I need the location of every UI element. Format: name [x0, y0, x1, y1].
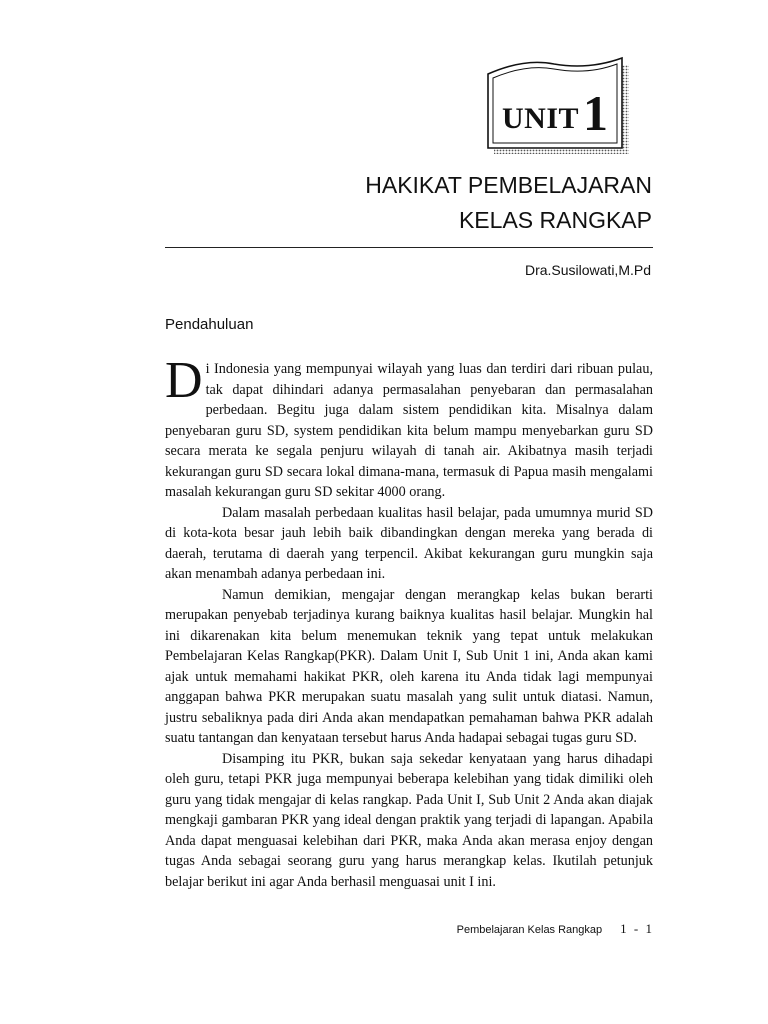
- body-text: [165, 352, 653, 892]
- intro-paragraph-text: i Indonesia yang mempunyai wilayah yang luas dan terdiri dari ribuan pulau, tak dapat dihindari adanya permasalahan penyebaran dan permasalahan perbedaan. Begitu juga dalam sistem pendidikan kita. Misalnya dalam penyebaran guru SD, system pendidikan kita belum mampu menyebarkan guru SD secara merata ke segala penjuru wilayah di tanah air. Akibatnya masih terjadi kekurangan guru SD secara lokal dimana-mana, termasuk di Papua masih mengalami masalah kekurangan guru SD sekitar 4000 orang.: [165, 361, 653, 500]
- drop-cap: D: [165, 352, 203, 409]
- chapter-title-line-2: KELAS RANGKAP: [458, 207, 652, 233]
- author-name: Dra.Susilowati,M.Pd: [524, 262, 651, 278]
- footer-running-title: Pembelajaran Kelas Rangkap: [456, 924, 603, 936]
- unit-word: UNIT: [502, 102, 580, 135]
- paragraph-2: Dalam masalah perbedaan kualitas hasil belajar, pada umumnya murid SD di kota-kota besar jauh lebih baik dibandingkan dengan mereka yang berada di daerah, terutama di daerah yang terpencil. Akibat kekurangan guru mungkin saja akan menambah adanya perbedaan ini.: [165, 504, 653, 582]
- chapter-title-line-1: HAKIKAT PEMBELAJARAN: [365, 172, 652, 198]
- unit-number: 1: [583, 85, 609, 141]
- section-heading: Pendahuluan: [165, 316, 254, 333]
- unit-badge: [484, 56, 632, 156]
- chapter-title: [192, 168, 652, 238]
- title-divider: [165, 247, 653, 248]
- page-number: 1 - 1: [620, 921, 654, 936]
- paragraph-4: Disamping itu PKR, bukan saja sekedar kenyataan yang harus dihadapi oleh guru, tetapi PKR juga mempunyai beberapa kelebihan yang tidak dimiliki oleh guru yang tidak mengajar di kelas rangkap. Pada Unit I, Sub Unit 2 Anda akan diajak mengkaji gambaran PKR yang ideal dengan praktik yang terjadi di lapangan. Apabila Anda dapat menguasai kelebihan dari PKR, maka Anda akan merasa enjoy dengan tugas Anda sebagai seorang guru yang harus merangkap kelas. Ikutilah petunjuk belajar berikut ini agar Anda berhasil menguasai unit I ini.: [165, 750, 653, 890]
- intro-paragraph: [165, 352, 653, 503]
- unit-label: [502, 82, 620, 140]
- page-footer: [457, 921, 654, 937]
- paragraph-3: Namun demikian, mengajar dengan merangkap kelas bukan berarti merupakan penyebab terjadinya kurang baiknya kualitas hasil belajar. Mungkin hal ini dikarenakan kita belum menemukan teknik yang tepat untuk melakukan Pembelajaran Kelas Rangkap(PKR). Dalam Unit I, Sub Unit 1 ini, Anda akan kami ajak untuk memahami hakikat PKR, oleh karena itu Anda tidak lagi mempunyai anggapan bahwa PKR merupakan suatu masalah yang sulit untuk diatasi. Namun, justru sebaliknya pada diri Anda akan mendapatkan pemahaman bahwa PKR adalah suatu tantangan dan kenyataan tersebut harus Anda hadapai sebagai tugas guru SD.: [165, 586, 653, 746]
